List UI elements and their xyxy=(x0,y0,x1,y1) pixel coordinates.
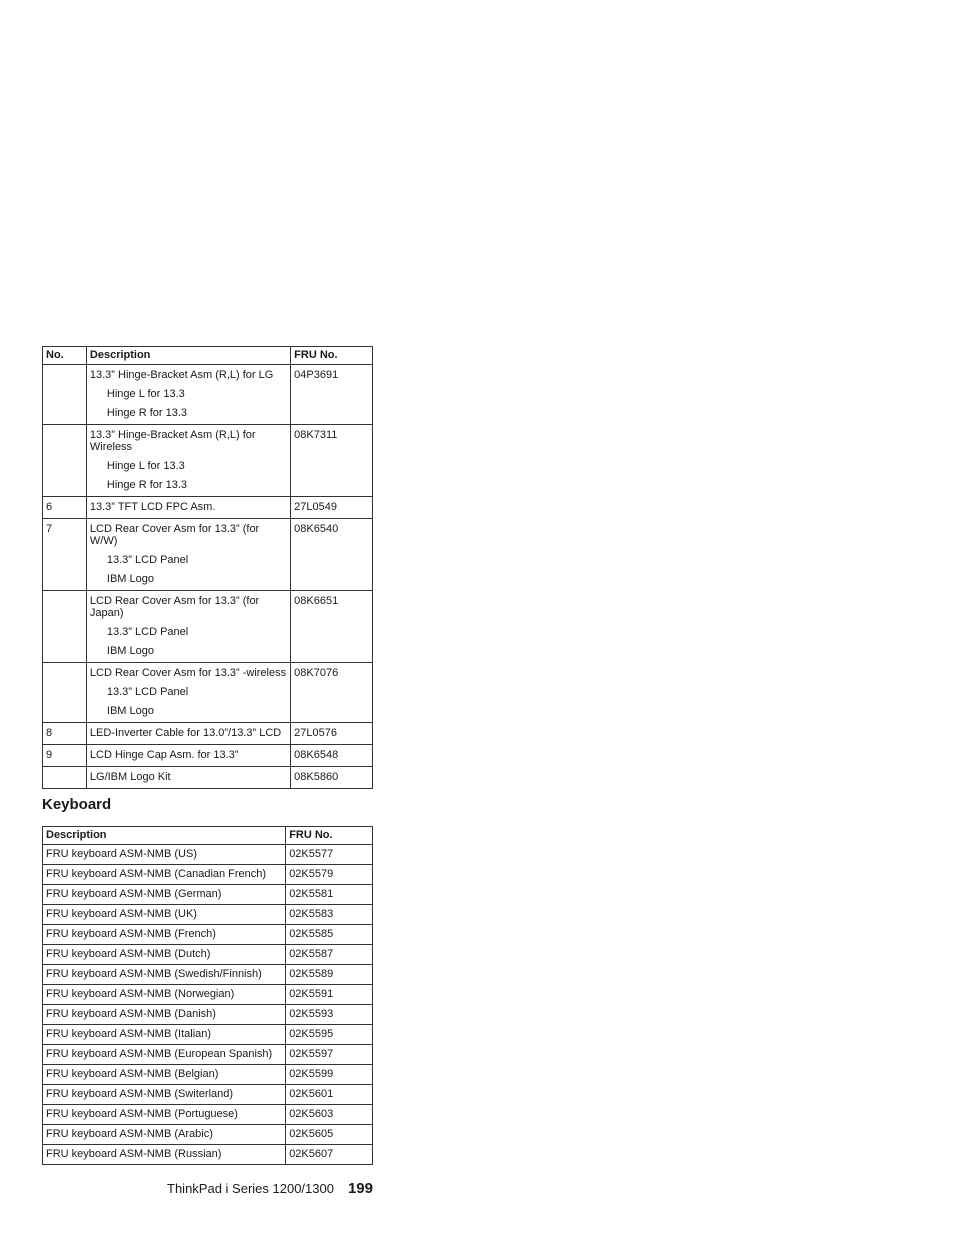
cell-fru-number: 02K5595 xyxy=(286,1025,373,1045)
cell-description: FRU keyboard ASM-NMB (Arabic) xyxy=(43,1125,286,1145)
description-subitem: IBM Logo xyxy=(106,573,154,585)
cell-item-number: 8 xyxy=(43,723,87,745)
footer-book-title: ThinkPad i Series 1200/1300 xyxy=(167,1181,334,1196)
table-row xyxy=(43,1125,373,1145)
cell-description: FRU keyboard ASM-NMB (Danish) xyxy=(43,1005,286,1025)
cell-description xyxy=(86,591,290,663)
cell-fru-number: 27L0549 xyxy=(291,497,373,519)
cell-fru-number: 08K5860 xyxy=(291,767,373,789)
table-header-row xyxy=(43,827,373,845)
cell-fru-number: 08K7311 xyxy=(291,425,373,497)
description-main: 13.3” Hinge-Bracket Asm (R,L) for Wireless xyxy=(89,429,256,453)
cell-description: FRU keyboard ASM-NMB (Belgian) xyxy=(43,1065,286,1085)
column-header-description: Description xyxy=(86,347,290,365)
column-header-fru: FRU No. xyxy=(291,347,373,365)
table-row xyxy=(43,723,373,745)
cell-fru-number: 08K6651 xyxy=(291,591,373,663)
cell-item-number: 6 xyxy=(43,497,87,519)
description-main: LCD Rear Cover Asm for 13.3” (for W/W) xyxy=(89,523,260,547)
table-row xyxy=(43,1065,373,1085)
cell-fru-number: 04P3691 xyxy=(291,365,373,425)
cell-item-number: 7 xyxy=(43,519,87,591)
description-subitem: Hinge L for 13.3 xyxy=(106,388,185,400)
cell-fru-number: 02K5605 xyxy=(286,1125,373,1145)
description-main: LED-Inverter Cable for 13.0”/13.3” LCD xyxy=(89,727,282,739)
table-row xyxy=(43,1025,373,1045)
cell-description xyxy=(86,663,290,723)
page-number: 199 xyxy=(347,1180,373,1197)
cell-fru-number: 08K7076 xyxy=(291,663,373,723)
column-header-no: No. xyxy=(43,347,87,365)
cell-description: FRU keyboard ASM-NMB (UK) xyxy=(43,905,286,925)
table-row xyxy=(43,745,373,767)
description-subitem: Hinge R for 13.3 xyxy=(106,407,187,419)
section-title-keyboard: Keyboard xyxy=(42,796,112,813)
cell-fru-number: 02K5601 xyxy=(286,1085,373,1105)
table-row xyxy=(43,663,373,723)
cell-description xyxy=(86,519,290,591)
table-row xyxy=(43,1045,373,1065)
cell-description xyxy=(86,723,290,745)
column-header-fru: FRU No. xyxy=(286,827,373,845)
table-row xyxy=(43,1005,373,1025)
cell-fru-number: 02K5607 xyxy=(286,1145,373,1165)
table-row xyxy=(43,1105,373,1125)
column-header-description: Description xyxy=(43,827,286,845)
description-subitem: 13.3” LCD Panel xyxy=(106,686,189,698)
cell-item-number xyxy=(43,663,87,723)
table-row xyxy=(43,865,373,885)
page-footer xyxy=(42,1180,373,1197)
cell-description xyxy=(86,425,290,497)
description-main: LG/IBM Logo Kit xyxy=(89,771,171,783)
cell-item-number xyxy=(43,365,87,425)
cell-description: FRU keyboard ASM-NMB (US) xyxy=(43,845,286,865)
cell-description xyxy=(86,745,290,767)
cell-description: FRU keyboard ASM-NMB (Canadian French) xyxy=(43,865,286,885)
table-row xyxy=(43,885,373,905)
cell-description: FRU keyboard ASM-NMB (Swedish/Finnish) xyxy=(43,965,286,985)
description-subitem: 13.3” LCD Panel xyxy=(106,554,189,566)
cell-description: FRU keyboard ASM-NMB (Norwegian) xyxy=(43,985,286,1005)
cell-fru-number: 27L0576 xyxy=(291,723,373,745)
cell-fru-number: 08K6540 xyxy=(291,519,373,591)
cell-item-number xyxy=(43,591,87,663)
table-row xyxy=(43,925,373,945)
table-row xyxy=(43,905,373,925)
cell-fru-number: 08K6548 xyxy=(291,745,373,767)
table-row xyxy=(43,845,373,865)
keyboard-parts-table xyxy=(42,826,373,1165)
table-row xyxy=(43,767,373,789)
table-row xyxy=(43,985,373,1005)
cell-description: FRU keyboard ASM-NMB (Switerland) xyxy=(43,1085,286,1105)
cell-description xyxy=(86,497,290,519)
cell-fru-number: 02K5585 xyxy=(286,925,373,945)
table-row xyxy=(43,425,373,497)
cell-description: FRU keyboard ASM-NMB (French) xyxy=(43,925,286,945)
table-row xyxy=(43,591,373,663)
cell-description: FRU keyboard ASM-NMB (Russian) xyxy=(43,1145,286,1165)
description-subitem: Hinge L for 13.3 xyxy=(106,460,185,472)
cell-item-number xyxy=(43,767,87,789)
description-subitem: IBM Logo xyxy=(106,645,154,657)
cell-fru-number: 02K5597 xyxy=(286,1045,373,1065)
description-main: LCD Rear Cover Asm for 13.3” -wireless xyxy=(89,667,287,679)
cell-fru-number: 02K5589 xyxy=(286,965,373,985)
table-row xyxy=(43,1145,373,1165)
description-subitem: 13.3” LCD Panel xyxy=(106,626,189,638)
table-row xyxy=(43,945,373,965)
table-header-row xyxy=(43,347,373,365)
cell-description xyxy=(86,767,290,789)
cell-fru-number: 02K5587 xyxy=(286,945,373,965)
description-main: 13.3” TFT LCD FPC Asm. xyxy=(89,501,216,513)
cell-description: FRU keyboard ASM-NMB (European Spanish) xyxy=(43,1045,286,1065)
cell-description: FRU keyboard ASM-NMB (Dutch) xyxy=(43,945,286,965)
cell-fru-number: 02K5593 xyxy=(286,1005,373,1025)
cell-fru-number: 02K5577 xyxy=(286,845,373,865)
cell-item-number xyxy=(43,425,87,497)
cell-fru-number: 02K5603 xyxy=(286,1105,373,1125)
description-main: LCD Hinge Cap Asm. for 13.3” xyxy=(89,749,239,761)
description-subitem: IBM Logo xyxy=(106,705,154,717)
cell-description: FRU keyboard ASM-NMB (Italian) xyxy=(43,1025,286,1045)
cell-fru-number: 02K5579 xyxy=(286,865,373,885)
table-row xyxy=(43,965,373,985)
cell-fru-number: 02K5599 xyxy=(286,1065,373,1085)
fru-parts-table xyxy=(42,346,373,789)
cell-fru-number: 02K5581 xyxy=(286,885,373,905)
cell-description xyxy=(86,365,290,425)
cell-description: FRU keyboard ASM-NMB (Portuguese) xyxy=(43,1105,286,1125)
table-row xyxy=(43,519,373,591)
cell-item-number: 9 xyxy=(43,745,87,767)
table-row xyxy=(43,365,373,425)
cell-description: FRU keyboard ASM-NMB (German) xyxy=(43,885,286,905)
cell-fru-number: 02K5583 xyxy=(286,905,373,925)
cell-fru-number: 02K5591 xyxy=(286,985,373,1005)
description-main: LCD Rear Cover Asm for 13.3” (for Japan) xyxy=(89,595,260,619)
table-row xyxy=(43,1085,373,1105)
keyboard-table-body xyxy=(43,845,373,1165)
description-subitem: Hinge R for 13.3 xyxy=(106,479,187,491)
fru-table-body xyxy=(43,365,373,789)
table-row xyxy=(43,497,373,519)
description-main: 13.3” Hinge-Bracket Asm (R,L) for LG xyxy=(89,369,274,381)
